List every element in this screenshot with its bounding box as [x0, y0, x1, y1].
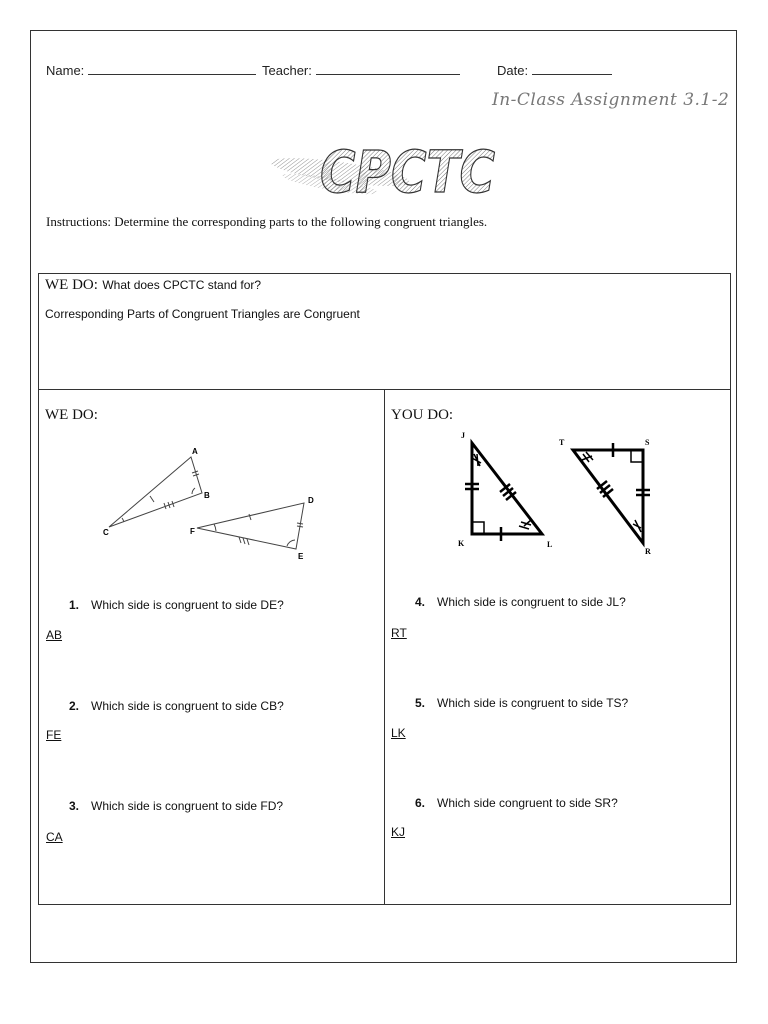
tick-de-1: [297, 523, 303, 524]
question-2: [69, 699, 284, 713]
triangle-def: [197, 503, 304, 549]
question-5-text: Which side is congruent to side TS?: [437, 696, 629, 710]
tick-de-2: [297, 526, 303, 527]
question-1-number: 1.: [69, 598, 80, 612]
question-3-number: 3.: [69, 799, 80, 813]
name-blank[interactable]: [88, 62, 256, 75]
we-do-panel: [38, 389, 385, 905]
question-6-number: 6.: [415, 796, 426, 810]
cpctc-logo: [270, 128, 500, 208]
question-6-text: Which side congruent to side SR?: [437, 796, 618, 810]
label-k: K: [458, 539, 465, 548]
question-4: [415, 595, 626, 609]
label-a: A: [192, 447, 198, 456]
label-f: F: [190, 527, 195, 536]
we-do-intro-box: [38, 273, 731, 390]
tick-ca: [150, 496, 154, 502]
question-1-text: Which side is congruent to side DE?: [91, 598, 284, 612]
label-d: D: [308, 496, 314, 505]
date-field[interactable]: [497, 62, 612, 78]
question-4-number: 4.: [415, 595, 426, 609]
you-do-panel: [384, 389, 731, 905]
date-blank[interactable]: [532, 62, 612, 75]
tick-fe-3: [247, 539, 249, 545]
label-j: J: [461, 431, 465, 440]
answer-4[interactable]: RT: [391, 626, 407, 640]
instructions-label: Instructions:: [46, 214, 111, 229]
name-label: Name:: [46, 63, 85, 78]
you-do-triangles-figure: [455, 430, 675, 560]
question-2-number: 2.: [69, 699, 80, 713]
angle-e: [287, 540, 295, 546]
question-4-text: Which side is congruent to side JL?: [437, 595, 626, 609]
angle-t: [582, 452, 593, 462]
teacher-blank[interactable]: [316, 62, 460, 75]
date-label: Date:: [497, 63, 529, 78]
tick-fe-1: [239, 537, 241, 543]
label-t: T: [559, 438, 565, 447]
question-1: [69, 598, 284, 612]
instructions: [46, 214, 487, 230]
angle-l: [519, 520, 531, 529]
answer-1[interactable]: AB: [46, 628, 63, 642]
triangle-tsr: [573, 450, 643, 543]
question-6: [415, 796, 618, 810]
teacher-label: Teacher:: [262, 63, 312, 78]
answer-3[interactable]: CA: [46, 830, 63, 844]
tick-fd: [249, 514, 251, 520]
question-5: [415, 696, 628, 710]
tick-fe-2: [243, 538, 245, 544]
logo-text: CPCTC: [320, 138, 495, 206]
label-s: S: [645, 438, 650, 447]
we-do-heading: WE DO:: [45, 407, 98, 423]
assignment-title: In-Class Assignment 3.1-2: [492, 90, 730, 110]
label-b: B: [204, 491, 210, 500]
answer-2[interactable]: FE: [46, 728, 62, 742]
label-r: R: [645, 547, 651, 556]
answer-5[interactable]: LK: [391, 726, 406, 740]
intro-heading: WE DO:: [45, 277, 98, 293]
label-c: C: [103, 528, 109, 537]
triangle-jkl: [472, 443, 542, 534]
question-3-text: Which side is congruent to side FD?: [91, 799, 284, 813]
teacher-field[interactable]: [262, 62, 460, 78]
label-e: E: [298, 552, 304, 561]
angle-f: [214, 524, 216, 531]
question-3: [69, 799, 283, 813]
right-angle-s: [631, 450, 643, 462]
instructions-text: Determine the corresponding parts to the following congruent triangles.: [114, 214, 488, 229]
answer-6[interactable]: KJ: [391, 825, 406, 839]
intro-answer: Corresponding Parts of Congruent Triangles are Congruent: [45, 307, 360, 321]
triangle-abc: [109, 457, 202, 527]
question-5-number: 5.: [415, 696, 426, 710]
right-angle-k: [472, 522, 484, 534]
angle-b: [192, 488, 195, 494]
name-field[interactable]: [46, 62, 256, 78]
intro-question: What does CPCTC stand for?: [102, 278, 262, 292]
intro-heading-row: [45, 276, 261, 294]
we-do-triangles-figure: [94, 440, 334, 560]
you-do-heading: YOU DO:: [391, 407, 454, 423]
question-2-text: Which side is congruent to side CB?: [91, 699, 284, 713]
label-l: L: [547, 540, 553, 549]
